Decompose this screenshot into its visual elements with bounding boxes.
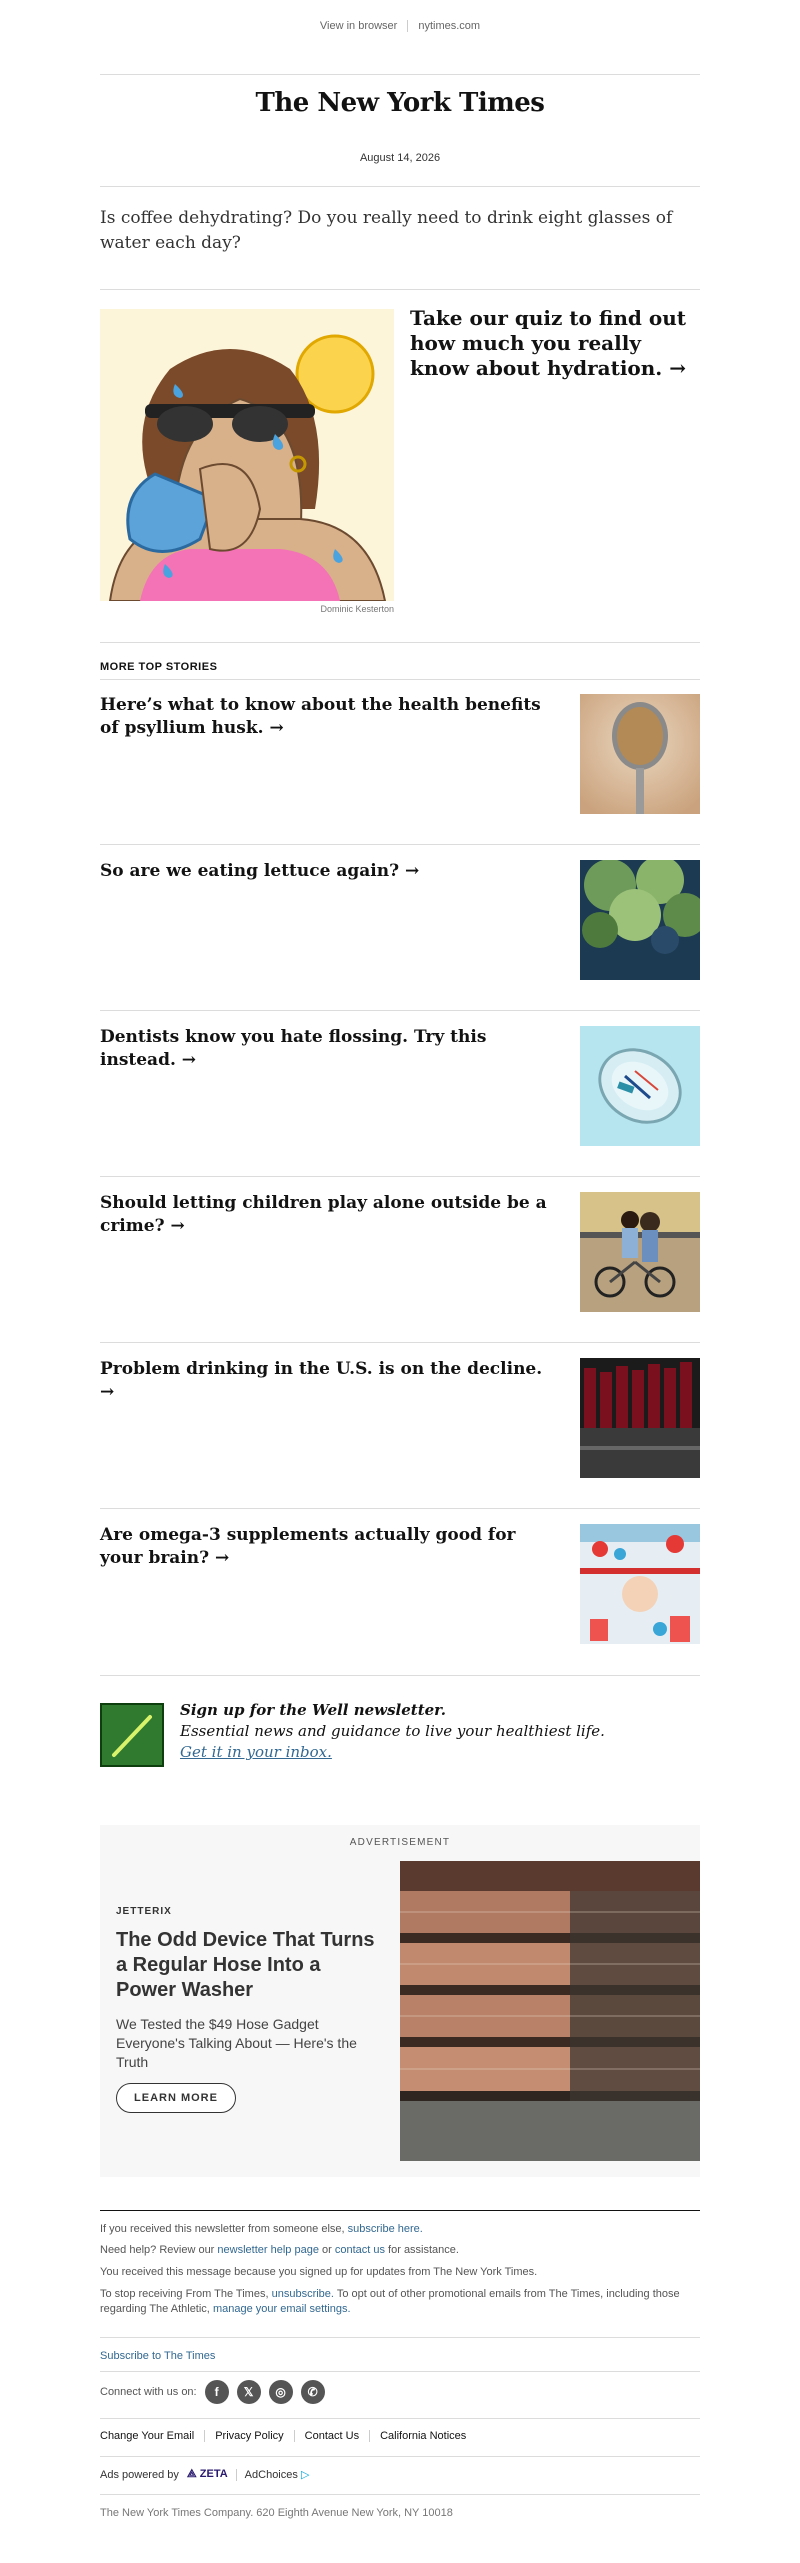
- hero-illustration[interactable]: [100, 309, 394, 601]
- facebook-icon[interactable]: f: [205, 2380, 229, 2404]
- lettuce-image-icon[interactable]: [580, 860, 700, 980]
- ad-title[interactable]: The Odd Device That Turns a Regular Hose Into a Power Washer: [116, 1929, 375, 2001]
- story-headline[interactable]: Are omega-3 supplements actually good for your brain? →: [100, 1525, 516, 1568]
- ads-powered-row: [100, 2468, 700, 2481]
- newsletter-signup-link[interactable]: Get it in your inbox.: [180, 1743, 332, 1761]
- social-row: [100, 2377, 700, 2407]
- image-credit: Dominic Kesterton: [320, 604, 394, 614]
- divider: [100, 2337, 700, 2338]
- well-logo-icon: [100, 1703, 164, 1767]
- story-headline[interactable]: Dentists know you hate flossing. Try this instead. →: [100, 1027, 487, 1070]
- ad-brand: JETTERIX: [116, 1906, 172, 1917]
- connect-label: Connect with us on:: [100, 2386, 197, 2398]
- wine-bottles-image-icon[interactable]: [580, 1358, 700, 1478]
- story-headline[interactable]: So are we eating lettuce again? →: [100, 861, 420, 881]
- children-bike-image-icon[interactable]: [580, 1192, 700, 1312]
- divider: [100, 1342, 700, 1343]
- footer-text: for assistance.: [388, 2244, 459, 2256]
- nytimes-link[interactable]: nytimes.com: [418, 20, 481, 32]
- zeta-label: ZETA: [199, 2468, 228, 2480]
- instagram-icon[interactable]: ◎: [269, 2380, 293, 2404]
- divider: [100, 74, 700, 75]
- hero-headline-link[interactable]: Take our quiz to find out how much you really know about hydration. →: [410, 306, 686, 380]
- zeta-icon: ⟁: [186, 2468, 197, 2480]
- learn-more-button[interactable]: LEARN MORE: [116, 2083, 236, 2113]
- manage-email-settings-link[interactable]: manage your email settings.: [212, 2303, 351, 2315]
- adchoices-icon: ▷: [300, 2469, 310, 2481]
- company-address: The New York Times Company. 620 Eighth Avenue New York, NY 10018: [100, 2507, 453, 2519]
- divider: [100, 2494, 700, 2495]
- supplements-illustration-icon[interactable]: [580, 1524, 700, 1644]
- brick-steps-image-icon[interactable]: [400, 1861, 700, 2161]
- divider: [100, 289, 700, 290]
- newsletter-text: [180, 1700, 700, 1763]
- adchoices-link[interactable]: [245, 2468, 310, 2481]
- x-twitter-icon[interactable]: 𝕏: [237, 2380, 261, 2404]
- footer-received: [100, 2222, 700, 2237]
- footer-unsubscribe: [100, 2287, 700, 2317]
- floss-tray-image-icon[interactable]: [580, 1026, 700, 1146]
- divider: [294, 2430, 295, 2442]
- footer-links: [100, 2430, 700, 2442]
- story-item[interactable]: [100, 860, 700, 982]
- footer-text: To opt out of other promotional emails from The Times, including those regarding The Athletic,: [100, 2288, 680, 2315]
- section-label: MORE TOP STORIES: [100, 661, 218, 673]
- story-item[interactable]: [100, 694, 700, 816]
- divider: [100, 186, 700, 187]
- footer-text: To stop receiving From The Times,: [100, 2288, 269, 2300]
- story-headline[interactable]: Problem drinking in the U.S. is on the decline. →: [100, 1359, 543, 1402]
- divider: [100, 2456, 700, 2457]
- divider: [236, 2469, 237, 2481]
- unsubscribe-link[interactable]: unsubscribe.: [271, 2288, 334, 2300]
- contact-us-link[interactable]: contact us: [334, 2244, 385, 2256]
- subscribe-times-link[interactable]: Subscribe to The Times: [100, 2350, 216, 2362]
- whatsapp-icon[interactable]: ✆: [301, 2380, 325, 2404]
- newsletter-title: Sign up for the Well newsletter.: [180, 1701, 446, 1719]
- divider: [100, 1508, 700, 1509]
- ad-label: ADVERTISEMENT: [349, 1837, 451, 1848]
- story-item[interactable]: [100, 1358, 700, 1480]
- newsletter-help-link[interactable]: newsletter help page: [217, 2244, 319, 2256]
- intro-text: Is coffee dehydrating? Do you really need to drink eight glasses of water each day?: [100, 208, 673, 253]
- divider: [100, 1176, 700, 1177]
- zeta-logo[interactable]: [187, 2468, 228, 2481]
- newsletter-signup: [100, 1700, 700, 1780]
- subscribe-times-row: [100, 2349, 700, 2364]
- ad-subtitle: We Tested the $49 Hose Gadget Everyone's Talking About — Here's the Truth: [116, 2016, 357, 2070]
- view-in-browser-link[interactable]: View in browser: [319, 20, 398, 32]
- spoon-image-icon[interactable]: [580, 694, 700, 814]
- divider: [407, 20, 408, 32]
- adchoices-label: AdChoices: [244, 2469, 298, 2481]
- divider: [100, 2371, 700, 2372]
- divider: [100, 679, 700, 680]
- divider: [100, 642, 700, 643]
- divider: [100, 1010, 700, 1011]
- story-item[interactable]: [100, 1026, 700, 1148]
- footer-text: If you received this newsletter from someone else,: [100, 2223, 345, 2235]
- contact-us-footer-link[interactable]: Contact Us: [304, 2430, 360, 2442]
- story-item[interactable]: [100, 1192, 700, 1314]
- divider: [100, 844, 700, 845]
- footer-text: or: [322, 2244, 332, 2256]
- nyt-logo[interactable]: The New York Times: [255, 88, 545, 118]
- story-item[interactable]: [100, 1524, 700, 1646]
- privacy-policy-link[interactable]: Privacy Policy: [215, 2430, 284, 2442]
- newsletter-description: Essential news and guidance to live your healthiest life.: [180, 1722, 605, 1740]
- woman-drinking-water-icon: [100, 309, 394, 601]
- footer-reason: You received this message because you signed up for updates from The New York Times.: [100, 2266, 538, 2278]
- subscribe-here-link[interactable]: subscribe here.: [347, 2223, 423, 2235]
- divider: [204, 2430, 205, 2442]
- ads-powered-label: Ads powered by: [100, 2468, 179, 2481]
- story-headline[interactable]: Should letting children play alone outside be a crime? →: [100, 1193, 547, 1236]
- divider: [100, 1675, 700, 1676]
- divider: [100, 2418, 700, 2419]
- footer-text: Need help? Review our: [100, 2244, 215, 2256]
- advertisement[interactable]: [100, 1825, 700, 2177]
- footer-help: [100, 2243, 700, 2258]
- divider: [100, 2210, 700, 2211]
- divider: [369, 2430, 370, 2442]
- story-headline[interactable]: Here’s what to know about the health benefits of psyllium husk. →: [100, 695, 541, 738]
- top-bar: [100, 16, 700, 36]
- dateline: August 14, 2026: [359, 152, 441, 164]
- change-email-link[interactable]: Change Your Email: [100, 2430, 195, 2442]
- california-notices-link[interactable]: California Notices: [380, 2430, 467, 2442]
